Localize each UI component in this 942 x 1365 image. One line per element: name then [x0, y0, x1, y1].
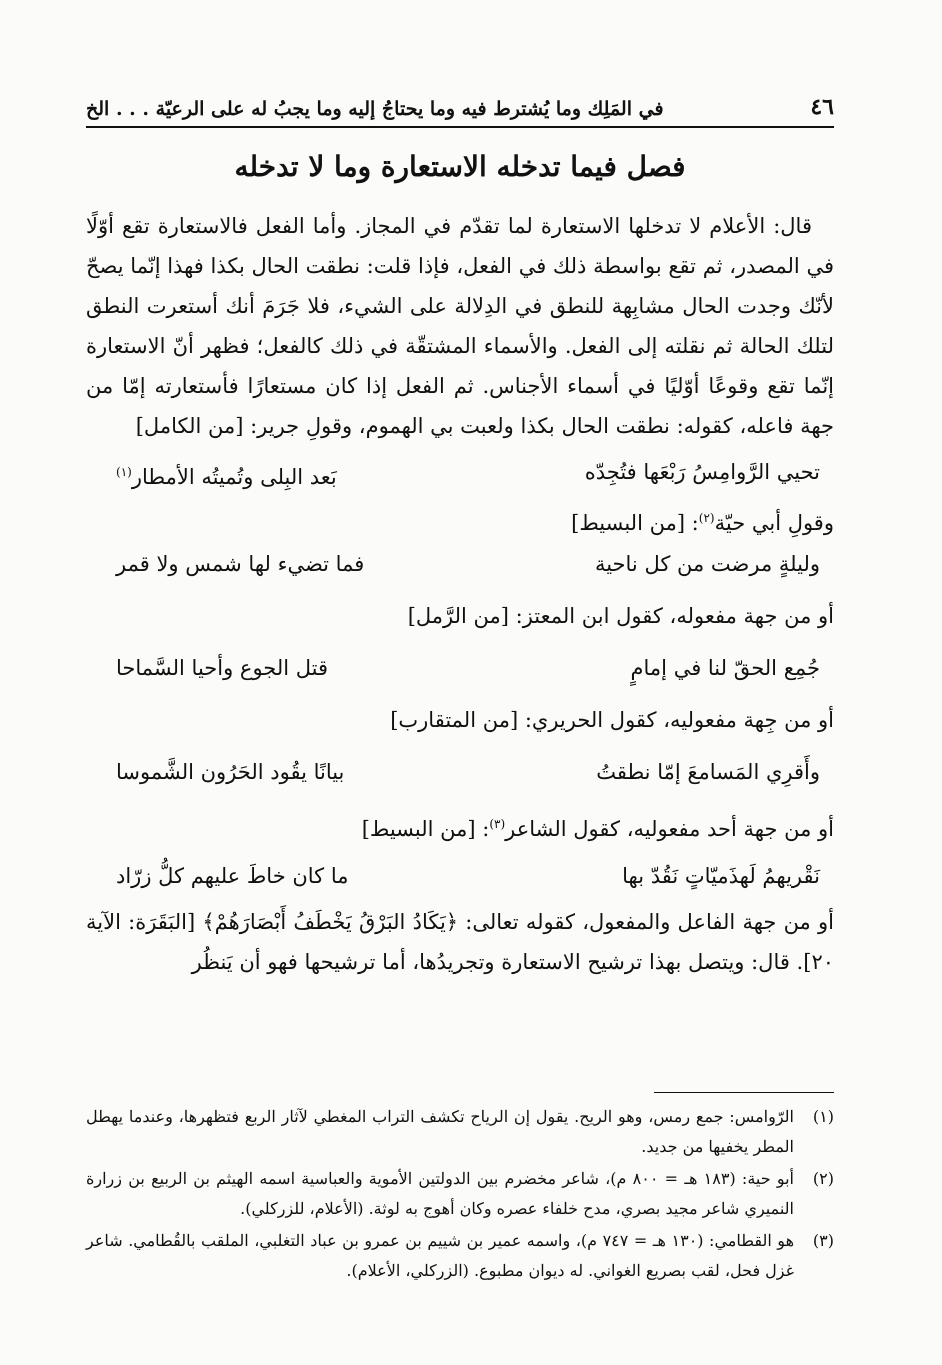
verse-hemistich-first: تحيي الرَّوامِسُ رَبْعَها فتُجِدّه	[584, 460, 820, 484]
verse-hemistich-second	[116, 446, 337, 498]
footnote	[86, 1102, 834, 1162]
citation-text: أو من جهة أحد مفعوليه، كقول الشاعر	[505, 817, 834, 841]
paragraph: قال: الأعلام لا تدخلها الاستعارة لما تقدّم في المجاز. وأما الفعل فالاستعارة تقع أوّلًا في المصدر، ثم تقع بواسطة ذلك في الفعل، فإذا قلت: نطقت الحال بكذا فهذا إنّما يصحّ لأنّك وجدت الحال مشابِهة للنطق في الدِلالة على الشيء، فلا جَرَمَ أنك أستعرت النطق لتلك الحالة ثم نقلته إلى الفعل. والأسماء المشتقّة في ذلك كالفعل؛ فظهر أنّ الاستعارة إنّما تقع وقوعًا أوّليًا في أسماء الأجناس. ثم الفعل إذا كان مستعارًا فأستعارته إمّا من جهة فاعله، كقوله: نطقت الحال بكذا ولعبت بي الهموم، وقولِ جرير: [من الكامل]	[86, 214, 834, 438]
running-head: في المَلِك وما يُشترط فيه وما يحتاجُ إليه وما يجبُ له على الرعيّة . . . الخ	[86, 98, 664, 120]
footnote-text: هو القطامي: (١٣٠ هـ = ٧٤٧ م)، واسمه عمير بن شييم بن عمرو بن عباد التغلبي، الملقب بالقُطامي. شاعر غزل فحل، لقب بصريع الغواني. له ديوان مطبوع. (الزركلي، الأعلام).	[86, 1231, 795, 1280]
citation-line	[86, 498, 834, 538]
citation-meter: : [من البسيط]	[571, 511, 699, 535]
footnotes	[86, 1102, 834, 1288]
footnote-ref: (٢)	[698, 511, 715, 525]
verse-hemistich-first: وأَقرِي المَسامعَ إمّا نطقتُ	[596, 760, 820, 784]
verse-hemistich-second: فما تضيء لها شمس ولا قمر	[116, 552, 365, 576]
footnote	[86, 1164, 834, 1224]
verse-hemistich-first: نَقْريهمُ لَهذَميّاتٍ نَقُدّ بها	[622, 864, 820, 888]
footnote-text: أبو حية: (١٨٣ هـ = ٨٠٠ م)، شاعر مخضرم بين الدولتين الأموية والعباسية اسمه الهيثم بن الربيع بن زرارة النميري شاعر مجيد بصري، مدح خلفاء عصره وكان أهوج به لوثة. (الأعلام، للزركلي).	[86, 1169, 795, 1218]
citation-line	[86, 798, 834, 850]
citation-line: أو من جِهة مفعوليه، كقول الحريري: [من المتقارب]	[390, 708, 834, 732]
citation-meter: : [من البسيط]	[361, 817, 490, 841]
page-header	[86, 88, 834, 128]
footnote-number: (١)	[812, 1107, 834, 1126]
footnote-text: الرّوامس: جمع رمس، وهو الريح. يقول إن الرياح تكشف التراب المغطي لآثار الربع فتظهرها، وعندما يهطل المطر يخفيها من جديد.	[86, 1107, 794, 1156]
footnote-divider	[654, 1092, 834, 1093]
verse-hemistich-second: ما كان خاطَ عليهم كلُّ زرّاد	[116, 864, 349, 888]
verse-line	[86, 446, 834, 498]
footnote-number: (٢)	[812, 1169, 834, 1188]
verse-hemistich-second: قتل الجوع وأحيا السَّماحا	[116, 656, 329, 680]
page-number: ٤٦	[810, 94, 834, 120]
footnote-ref: (١)	[116, 465, 132, 479]
paragraph: أو من جهة الفاعل والمفعول، كقوله تعالى: ﴿يَكَادُ البَرْقُ يَخْطَفُ أَبْصَارَهُمْ﴾ [البَقَرَة: الآية ٢٠]. قال: ويتصل بهذا ترشيح الاستعارة وتجريدُها، أما ترشيحها فهو أن يَنظُر	[86, 910, 834, 974]
verse-line	[86, 538, 834, 590]
footnote	[86, 1226, 834, 1286]
body-text	[86, 206, 834, 982]
verse-line	[86, 746, 834, 798]
citation-line: أو من جهة مفعوله، كقول ابن المعتز: [من الرَّمل]	[407, 604, 834, 628]
verse-line	[86, 642, 834, 694]
verse-hemistich-text: بَعد البِلى وتُميتُه الأمطار	[131, 465, 337, 489]
chapter-title: فصل فيما تدخله الاستعارة وما لا تدخله	[234, 150, 686, 183]
footnote-ref: (٣)	[489, 817, 506, 831]
verse-hemistich-first: جُمِع الحقّ لنا في إمامٍ	[630, 656, 820, 680]
verse-line	[86, 850, 834, 902]
verse-hemistich-first: وليلةٍ مرضت من كل ناحية	[594, 552, 820, 576]
citation-text: وقولِ أبي حيّة	[714, 511, 834, 535]
footnote-number: (٣)	[812, 1231, 834, 1250]
verse-hemistich-second: بيانًا يقُود الحَرُون الشَّموسا	[116, 760, 345, 784]
